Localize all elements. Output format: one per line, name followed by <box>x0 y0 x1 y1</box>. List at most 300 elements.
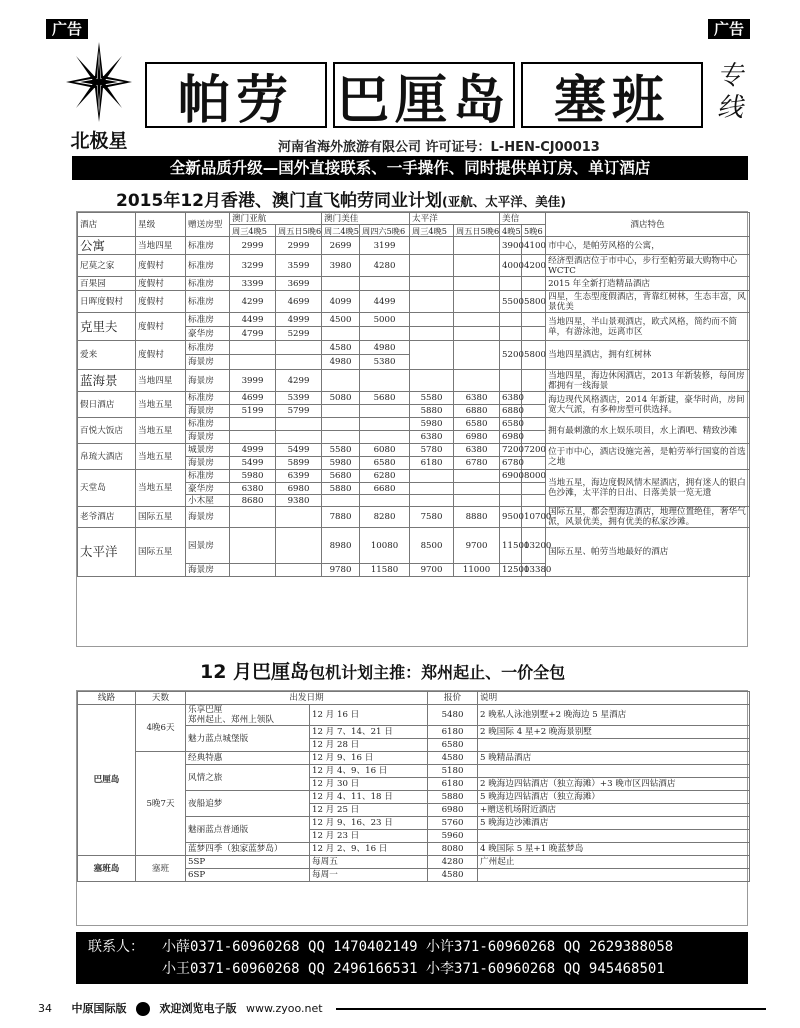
price-cell: 6980 <box>500 431 522 444</box>
price-cell: 7880 <box>322 507 360 528</box>
hotel-feature: 当地四星，半山景观酒店，欧式风格，简约而不简单，有游泳池，远离市区 <box>546 313 750 341</box>
hotel-level: 国际五星 <box>136 528 186 577</box>
bali-price: 5480 <box>428 705 478 726</box>
price-cell: 9380 <box>276 495 322 507</box>
price-cell: 4580 <box>322 341 360 355</box>
room-type: 标准房 <box>186 392 230 405</box>
price-cell <box>522 327 546 341</box>
price-cell <box>522 495 546 507</box>
price-cell <box>500 327 522 341</box>
price-cell: 8280 <box>360 507 410 528</box>
room-type: 标准房 <box>186 341 230 355</box>
price-cell: 3699 <box>276 277 322 291</box>
hotel-name: 假日酒店 <box>78 392 136 418</box>
hotel-level: 度假村 <box>136 341 186 370</box>
price-cell: 5780 <box>410 444 454 457</box>
bali-table-wrap <box>76 690 748 926</box>
price-cell: 8500 <box>410 528 454 564</box>
col-macau-meijia: 澳门美佳 <box>322 213 410 225</box>
col-meixin: 美信 <box>500 213 546 225</box>
price-cell <box>360 431 410 444</box>
price-cell <box>454 370 500 392</box>
price-cell <box>454 255 500 277</box>
room-type: 标准房 <box>186 470 230 483</box>
price-cell: 2999 <box>276 237 322 255</box>
sub-col: 周三4晚5 <box>410 225 454 237</box>
price-cell: 4000 <box>500 255 522 277</box>
contact-qq: QQ 1470402149 <box>308 939 418 955</box>
price-cell: 6900 <box>500 470 522 483</box>
contact-name: 小王 <box>162 961 190 977</box>
hotel-row <box>78 418 750 431</box>
price-cell <box>522 405 546 418</box>
price-cell: 7200 <box>522 444 546 457</box>
price-cell: 5080 <box>322 392 360 405</box>
room-type: 标准房 <box>186 291 230 313</box>
bali-note <box>478 739 750 752</box>
hotel-row <box>78 528 750 564</box>
hotel-level: 度假村 <box>136 291 186 313</box>
bali-product: 蓝梦四季（独家蓝梦岛） <box>186 843 310 856</box>
bali-note: +赠送机场附近酒店 <box>478 804 750 817</box>
title-saipan: 塞班 <box>521 62 703 128</box>
ad-label-left: 广告 <box>46 19 88 39</box>
bali-col-route: 线路 <box>78 692 136 705</box>
bali-price: 6580 <box>428 739 478 752</box>
company-license: 河南省海外旅游有限公司 许可证号：L-HEN-CJ00013 <box>278 140 600 155</box>
contact-phone: 371-60960268 <box>454 939 556 955</box>
hotel-name: 天堂岛 <box>78 470 136 507</box>
price-cell: 5580 <box>322 444 360 457</box>
contact-row-2 <box>88 958 748 980</box>
price-cell <box>522 431 546 444</box>
hotel-level: 国际五星 <box>136 507 186 528</box>
saipan-price: 4280 <box>428 856 478 869</box>
price-cell <box>522 277 546 291</box>
price-cell: 5580 <box>410 392 454 405</box>
footer-slogan: 欢迎浏览电子版 <box>159 1002 237 1015</box>
hotel-feature: 海边现代风格酒店，2014 年新建，豪华时尚，房间宽大气派，有多种房型可供选择。 <box>546 392 750 418</box>
price-cell: 5899 <box>276 457 322 470</box>
banner: 全新品质升级—国外直接联系、一手操作、同时提供单订房、单订酒店 <box>72 156 748 180</box>
bali-title-big: 12 月巴厘岛 <box>200 661 310 683</box>
hotel-level: 当地五星 <box>136 470 186 507</box>
price-cell: 6180 <box>410 457 454 470</box>
zhuanxian-char-1: 专 <box>716 61 743 91</box>
saipan-note: 广州起止 <box>478 856 750 869</box>
bali-note: 4 晚国际 5 星+1 晚蓝梦岛 <box>478 843 750 856</box>
price-cell <box>410 313 454 327</box>
room-type: 标准房 <box>186 277 230 291</box>
zyoo-logo-icon <box>136 1002 150 1016</box>
price-cell: 2699 <box>322 237 360 255</box>
price-cell: 3980 <box>322 255 360 277</box>
price-cell <box>454 291 500 313</box>
price-cell <box>454 277 500 291</box>
price-cell <box>322 277 360 291</box>
bali-date: 12 月 7、14、21 日 <box>310 726 428 739</box>
price-cell: 3900 <box>500 237 522 255</box>
price-cell: 10700 <box>522 507 546 528</box>
price-cell: 6380 <box>410 431 454 444</box>
price-cell <box>322 405 360 418</box>
price-cell: 5680 <box>322 470 360 483</box>
hotel-row <box>78 255 750 277</box>
bali-col-days: 天数 <box>136 692 186 705</box>
price-cell <box>522 370 546 392</box>
bali-row <box>78 752 750 765</box>
price-cell: 6580 <box>454 418 500 431</box>
price-cell: 5880 <box>410 405 454 418</box>
bali-product: 风情之旅 <box>186 765 310 791</box>
hotel-row <box>78 444 750 457</box>
price-cell: 5299 <box>276 327 322 341</box>
hotel-name: 帛琉大酒店 <box>78 444 136 470</box>
bali-col-price: 报价 <box>428 692 478 705</box>
hotel-name: 百悦大饭店 <box>78 418 136 444</box>
price-cell: 4999 <box>276 313 322 327</box>
price-cell: 6780 <box>454 457 500 470</box>
hotel-row <box>78 370 750 392</box>
price-cell: 6580 <box>360 457 410 470</box>
price-cell <box>410 291 454 313</box>
sub-col: 4晚5 <box>500 225 522 237</box>
palau-title: 2015年12月香港、澳门直飞帕劳同业计划 <box>116 191 442 211</box>
hotel-level: 度假村 <box>136 255 186 277</box>
sub-col: 周五日5晚6 <box>454 225 500 237</box>
bali-date: 12 月 2、9、16 日 <box>310 843 428 856</box>
room-type: 标准房 <box>186 255 230 277</box>
price-cell: 4999 <box>230 444 276 457</box>
bali-date: 12 月 28 日 <box>310 739 428 752</box>
saipan-row <box>78 856 750 869</box>
price-cell: 12500 <box>500 564 522 577</box>
price-cell: 4299 <box>276 370 322 392</box>
price-cell: 6980 <box>276 483 322 495</box>
bali-table <box>77 691 750 882</box>
price-cell: 3999 <box>230 370 276 392</box>
price-cell: 3199 <box>360 237 410 255</box>
footer-url: www.zyoo.net <box>246 1002 323 1015</box>
price-cell <box>360 495 410 507</box>
price-cell <box>522 483 546 495</box>
hotel-row <box>78 313 750 327</box>
hotel-row <box>78 341 750 355</box>
price-cell: 5399 <box>276 392 322 405</box>
price-cell <box>454 483 500 495</box>
bali-title-rest: 包机计划主推：郑州起止、一价全包 <box>309 663 566 682</box>
hotel-name: 日晖度假村 <box>78 291 136 313</box>
hotel-row <box>78 507 750 528</box>
price-cell: 4699 <box>276 291 322 313</box>
col-feature: 酒店特色 <box>546 213 750 237</box>
bali-price: 6180 <box>428 778 478 791</box>
price-cell <box>500 495 522 507</box>
sub-col: 周四六5晚6 <box>360 225 410 237</box>
bali-product: 乐享巴厘 郑州起止、郑州上领队 <box>186 705 310 726</box>
price-cell <box>276 341 322 355</box>
zhuanxian-char-2: 线 <box>716 93 743 123</box>
logo <box>60 42 138 154</box>
title-bali: 巴厘岛 <box>333 62 515 128</box>
price-cell: 9700 <box>410 564 454 577</box>
bali-product: 夜船追梦 <box>186 791 310 817</box>
price-cell <box>360 327 410 341</box>
palau-table-wrap <box>76 211 748 647</box>
price-cell: 9500 <box>500 507 522 528</box>
hotel-feature: 位于市中心，酒店设施完善，是帕劳举行国宴的首选之地 <box>546 444 750 470</box>
hotel-feature: 拥有最刺激的水上娱乐项目，水上酒吧、精致沙滩 <box>546 418 750 444</box>
price-cell: 6980 <box>454 431 500 444</box>
bali-note: 2 晚国际 4 星+2 晚海景别墅 <box>478 726 750 739</box>
price-cell: 5500 <box>500 291 522 313</box>
bali-days: 5晚7天 <box>136 752 186 856</box>
bali-product: 魅力蓝点城堡版 <box>186 726 310 752</box>
bali-date: 12 月 16 日 <box>310 705 428 726</box>
title-palau: 帕劳 <box>145 62 327 128</box>
bali-heading <box>200 657 565 684</box>
price-cell <box>500 370 522 392</box>
bali-date: 12 月 4、11、18 日 <box>310 791 428 804</box>
palau-table <box>77 212 750 577</box>
hotel-name: 老爷酒店 <box>78 507 136 528</box>
price-cell: 6680 <box>360 483 410 495</box>
price-cell: 4200 <box>522 255 546 277</box>
room-type: 标准房 <box>186 313 230 327</box>
room-type: 海景房 <box>186 370 230 392</box>
price-cell: 5980 <box>322 457 360 470</box>
saipan-product: 6SP <box>186 869 310 882</box>
contact-name: 小许 <box>426 939 455 955</box>
sub-col: 5晚6 <box>522 225 546 237</box>
price-cell: 6080 <box>360 444 410 457</box>
price-cell <box>410 370 454 392</box>
zhuanxian-label <box>712 60 748 124</box>
contact-phone: 0371-60960268 <box>190 939 300 955</box>
bali-col-date: 出发日期 <box>186 692 428 705</box>
ad-label-right: 广告 <box>708 19 750 39</box>
bali-note: 5 晚海边四钻酒店（独立海滩） <box>478 791 750 804</box>
saipan-product: 5SP <box>186 856 310 869</box>
price-cell: 5499 <box>276 444 322 457</box>
bali-note: 2 晚私人泳池别墅+2 晚海边 5 星酒店 <box>478 705 750 726</box>
price-cell <box>454 313 500 327</box>
bali-price: 5880 <box>428 791 478 804</box>
price-cell <box>322 495 360 507</box>
saipan-note <box>478 869 750 882</box>
price-cell: 13380 <box>522 564 546 577</box>
logo-name: 北极星 <box>70 130 128 152</box>
bali-price: 5760 <box>428 817 478 830</box>
price-cell <box>522 313 546 327</box>
price-cell: 6380 <box>454 392 500 405</box>
price-cell <box>454 237 500 255</box>
contact-box <box>76 932 748 984</box>
bali-date: 12 月 9、16 日 <box>310 752 428 765</box>
room-type: 海景房 <box>186 564 230 577</box>
sub-col: 周三4晚5 <box>230 225 276 237</box>
price-cell: 5880 <box>322 483 360 495</box>
col-level: 星级 <box>136 213 186 237</box>
price-cell: 5980 <box>230 470 276 483</box>
price-cell: 6280 <box>360 470 410 483</box>
price-cell: 6880 <box>454 405 500 418</box>
hotel-level: 当地四星 <box>136 370 186 392</box>
hotel-level: 度假村 <box>136 313 186 341</box>
price-cell <box>360 405 410 418</box>
price-cell: 4980 <box>360 341 410 355</box>
price-cell <box>276 507 322 528</box>
contact-phone: 371-60960268 <box>454 961 556 977</box>
price-cell: 3299 <box>230 255 276 277</box>
hotel-row <box>78 392 750 405</box>
price-cell <box>522 457 546 470</box>
bali-note: 2 晚海边四钻酒店（独立海滩）+3 晚市区四钻酒店 <box>478 778 750 791</box>
price-cell: 10080 <box>360 528 410 564</box>
price-cell <box>360 370 410 392</box>
price-cell <box>500 277 522 291</box>
price-cell <box>230 507 276 528</box>
bali-note <box>478 765 750 778</box>
contact-qq: QQ 2496166531 <box>308 961 418 977</box>
price-cell: 5680 <box>360 392 410 405</box>
price-cell <box>410 237 454 255</box>
price-cell: 6399 <box>276 470 322 483</box>
saipan-days: 塞班 <box>136 856 186 882</box>
price-cell: 8000 <box>522 470 546 483</box>
room-type: 城景房 <box>186 444 230 457</box>
price-cell <box>322 431 360 444</box>
contact-phone: 0371-60960268 <box>190 961 300 977</box>
price-cell: 6580 <box>500 418 522 431</box>
palau-heading <box>116 186 566 211</box>
price-cell <box>454 327 500 341</box>
bali-note: 5 晚精品酒店 <box>478 752 750 765</box>
price-cell: 7200 <box>500 444 522 457</box>
hotel-level: 度假村 <box>136 277 186 291</box>
hotel-feature: 市中心，是帕劳风格的公寓， <box>546 237 750 255</box>
footer <box>38 1000 758 1018</box>
bali-date: 12 月 30 日 <box>310 778 428 791</box>
price-cell: 4100 <box>522 237 546 255</box>
bali-route: 巴厘岛 <box>78 705 136 856</box>
price-cell <box>230 528 276 564</box>
price-cell: 8880 <box>454 507 500 528</box>
bali-price: 6980 <box>428 804 478 817</box>
hotel-row <box>78 470 750 483</box>
bali-date: 12 月 9、16、23 日 <box>310 817 428 830</box>
price-cell: 4499 <box>230 313 276 327</box>
price-cell: 6780 <box>500 457 522 470</box>
price-cell <box>276 418 322 431</box>
bali-days: 4晚6天 <box>136 705 186 752</box>
bali-note: 5 晚海边沙滩酒店 <box>478 817 750 830</box>
price-cell: 6880 <box>500 405 522 418</box>
bali-row <box>78 705 750 726</box>
hotel-level: 当地五星 <box>136 392 186 418</box>
hotel-level: 当地五星 <box>136 444 186 470</box>
hotel-name: 太平洋 <box>78 528 136 577</box>
hotel-row <box>78 291 750 313</box>
price-cell <box>454 470 500 483</box>
price-cell <box>322 370 360 392</box>
price-cell: 11580 <box>360 564 410 577</box>
price-cell: 5200 <box>500 341 522 370</box>
price-cell <box>230 418 276 431</box>
hotel-row <box>78 237 750 255</box>
price-cell <box>322 327 360 341</box>
price-cell <box>276 528 322 564</box>
palau-title-suffix: (亚航、太平洋、美佳) <box>441 194 566 209</box>
price-cell <box>410 341 454 370</box>
price-cell <box>276 355 322 370</box>
price-cell: 3399 <box>230 277 276 291</box>
price-cell: 5000 <box>360 313 410 327</box>
bali-date: 12 月 23 日 <box>310 830 428 843</box>
room-type: 海景房 <box>186 405 230 418</box>
bali-price: 4580 <box>428 752 478 765</box>
room-type: 海景房 <box>186 355 230 370</box>
price-cell: 5800 <box>522 291 546 313</box>
price-cell: 6380 <box>230 483 276 495</box>
contact-name: 小李 <box>426 961 455 977</box>
hotel-feature: 四星，生态型度假酒店，背靠红树林，生态丰富，风景优美 <box>546 291 750 313</box>
room-type: 标准房 <box>186 418 230 431</box>
saipan-date: 每周五 <box>310 856 428 869</box>
publication-name: 中原国际版 <box>71 1002 127 1015</box>
bali-col-note: 说明 <box>478 692 750 705</box>
price-cell <box>454 495 500 507</box>
price-cell: 5800 <box>522 341 546 370</box>
price-cell: 11500 <box>500 528 522 564</box>
price-cell: 5499 <box>230 457 276 470</box>
sub-col: 周二4晚5 <box>322 225 360 237</box>
price-cell: 6380 <box>500 392 522 405</box>
contact-row-1 <box>88 936 748 958</box>
price-cell: 4799 <box>230 327 276 341</box>
room-type: 豪华房 <box>186 483 230 495</box>
price-cell: 2999 <box>230 237 276 255</box>
bali-product: 经典特惠 <box>186 752 310 765</box>
price-cell: 5980 <box>410 418 454 431</box>
footer-rule <box>336 1008 766 1010</box>
bali-price: 5960 <box>428 830 478 843</box>
hotel-name: 百果园 <box>78 277 136 291</box>
price-cell: 9780 <box>322 564 360 577</box>
contact-name: 小薛 <box>162 939 190 955</box>
price-cell <box>230 355 276 370</box>
price-cell <box>322 418 360 431</box>
hotel-name: 尼莫之家 <box>78 255 136 277</box>
price-cell <box>500 483 522 495</box>
saipan-date: 每周一 <box>310 869 428 882</box>
hotel-name: 爱来 <box>78 341 136 370</box>
price-cell: 4299 <box>230 291 276 313</box>
hotel-feature: 国际五星，都会型海边酒店，地理位置绝佳，奢华气派，风景优美，拥有优美的私家沙滩。 <box>546 507 750 528</box>
hotel-feature: 2015 年全新打造精品酒店 <box>546 277 750 291</box>
bali-header-row <box>78 692 750 705</box>
bali-price: 6180 <box>428 726 478 739</box>
price-cell <box>500 313 522 327</box>
price-cell <box>276 431 322 444</box>
price-cell: 4500 <box>322 313 360 327</box>
room-type: 海景房 <box>186 457 230 470</box>
bali-note <box>478 830 750 843</box>
room-type: 豪华房 <box>186 327 230 341</box>
price-cell: 13200 <box>522 528 546 564</box>
col-hotel: 酒店 <box>78 213 136 237</box>
price-cell: 4280 <box>360 255 410 277</box>
